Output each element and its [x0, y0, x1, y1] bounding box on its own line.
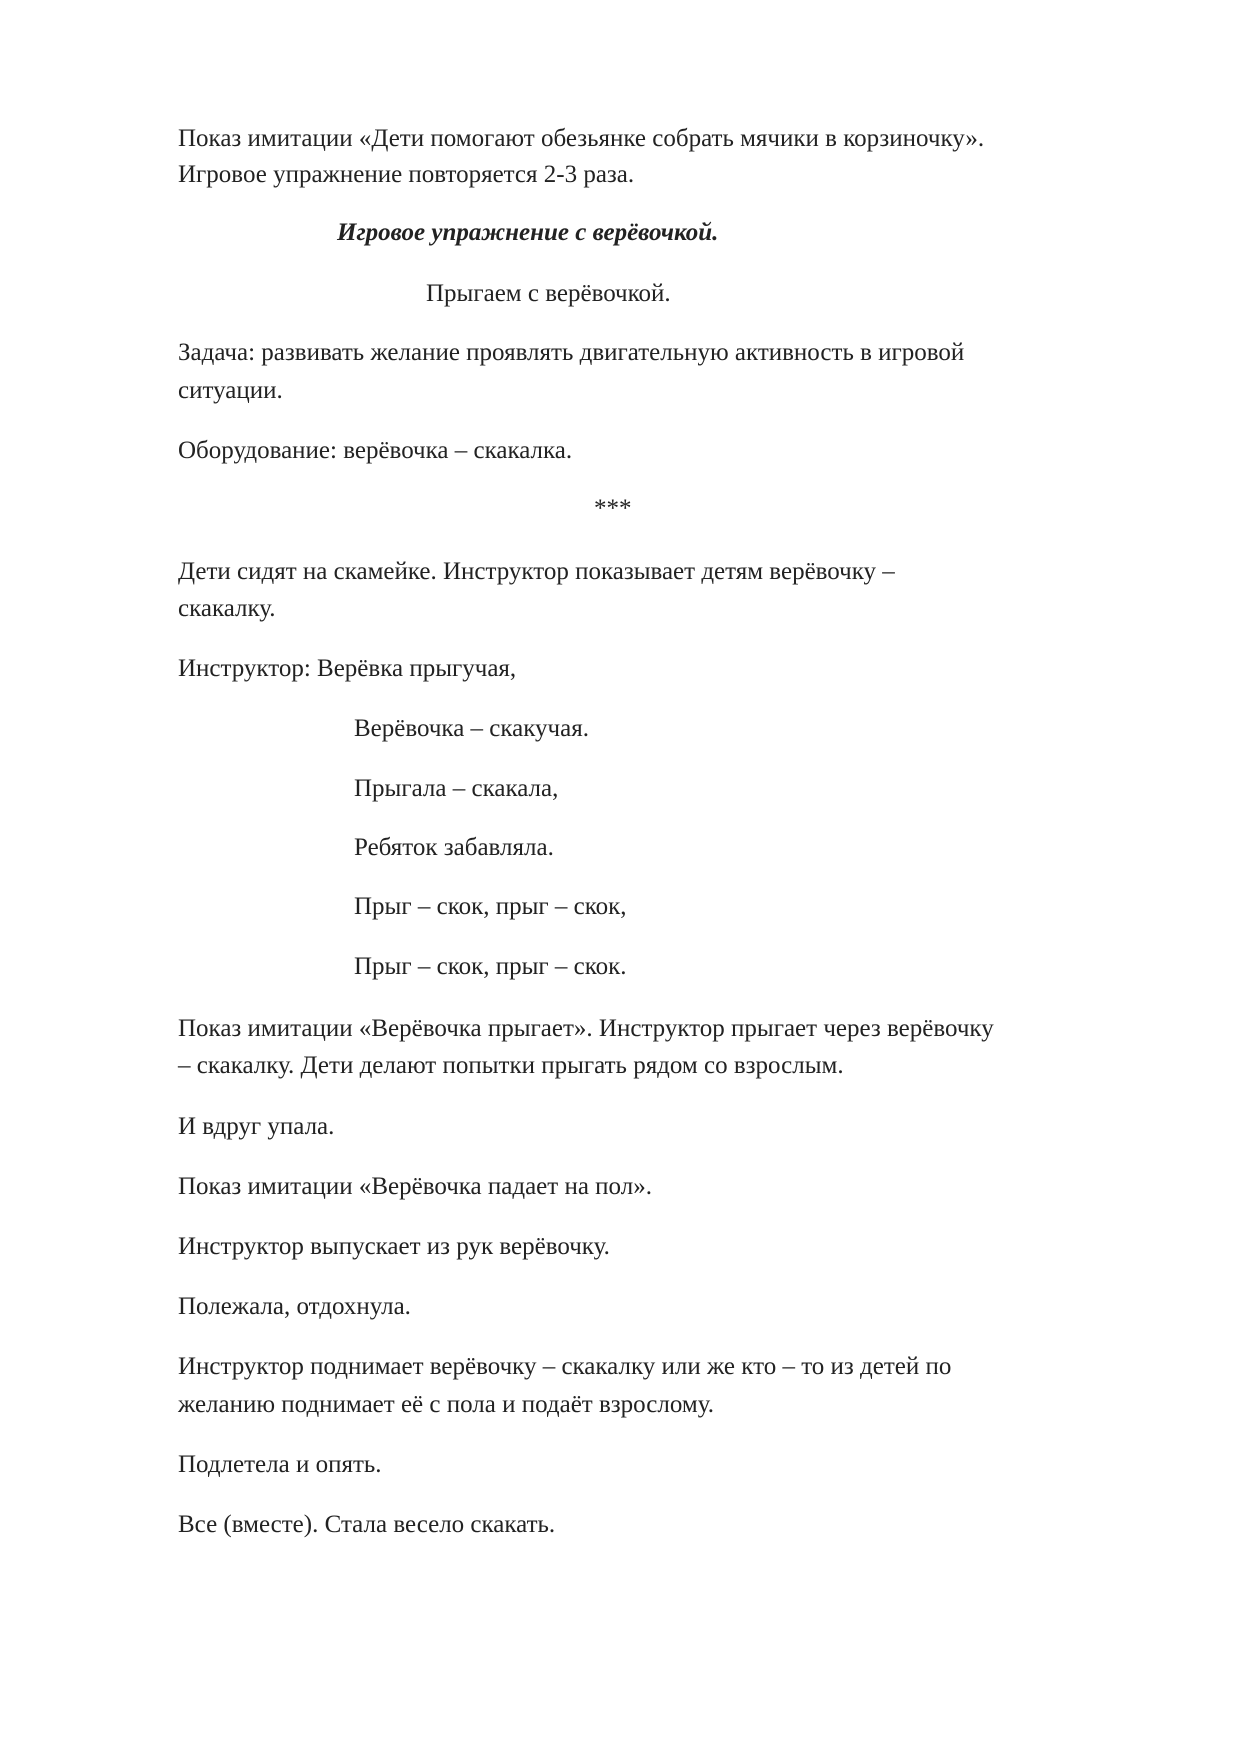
flew-up-line: Подлетела и опять. [178, 1451, 382, 1478]
separator: *** [594, 495, 632, 522]
pickup-line-2: желанию поднимает её с пола и подаёт взрослому. [178, 1391, 714, 1418]
children-line-1: Дети сидят на скамейке. Инструктор показывает детям верёвочку – [178, 558, 895, 585]
poem-line: Прыг – скок, прыг – скок. [354, 953, 627, 980]
exercise-title: Игровое упражнение с верёвочкой. [337, 219, 719, 246]
show-jump-line-1: Показ имитации «Верёвочка прыгает». Инструктор прыгает через верёвочку [178, 1015, 994, 1042]
task-line-2: ситуации. [178, 377, 283, 404]
intro-line-2: Игровое упражнение повторяется 2-3 раза. [178, 161, 635, 188]
show-jump-line-2: – скакалку. Дети делают попытки прыгать рядом со взрослым. [178, 1052, 844, 1079]
equipment-line: Оборудование: верёвочка – скакалка. [178, 437, 573, 464]
release-line: Инструктор выпускает из рук верёвочку. [178, 1233, 610, 1260]
poem-line: Прыгала – скакала, [354, 775, 559, 802]
all-together-line: Все (вместе). Стала весело скакать. [178, 1511, 556, 1538]
poem-line: Ребяток забавляла. [354, 834, 554, 861]
pickup-line-1: Инструктор поднимает верёвочку – скакалку или же кто – то из детей по [178, 1353, 952, 1380]
rested-line: Полежала, отдохнула. [178, 1293, 411, 1320]
poem-line: Верёвочка – скакучая. [354, 715, 589, 742]
poem-line: Прыг – скок, прыг – скок, [354, 893, 627, 920]
intro-line-1: Показ имитации «Дети помогают обезьянке собрать мячики в корзиночку». [178, 125, 985, 152]
show-fall-line: Показ имитации «Верёвочка падает на пол». [178, 1173, 652, 1200]
children-line-2: скакалку. [178, 595, 276, 622]
exercise-subtitle: Прыгаем с верёвочкой. [426, 280, 671, 307]
poem-intro: Инструктор: Верёвка прыгучая, [178, 655, 517, 682]
task-line-1: Задача: развивать желание проявлять двигательную активность в игровой [178, 339, 965, 366]
fell-line: И вдруг упала. [178, 1113, 335, 1140]
